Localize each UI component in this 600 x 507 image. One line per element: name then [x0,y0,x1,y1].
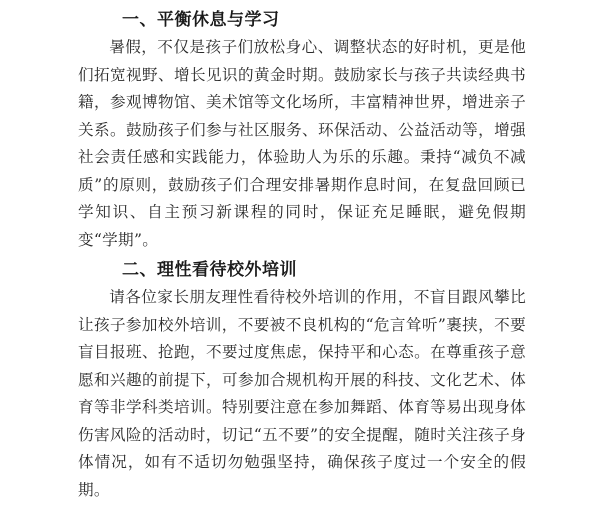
section-heading-rational-training: 二、理性看待校外培训 [122,260,297,280]
section-heading-balance-rest-study: 一、平衡休息与学习 [122,10,280,30]
section-paragraph-balance-rest-study: 暑假，不仅是孩子们放松身心、调整状态的好时机，更是他们拓宽视野、增长见识的黄金时期。鼓励家长与孩子共读经典书籍，参观博物馆、美术馆等文化场所，丰富精神世界，增进亲子关系。鼓励孩子们参与社区服务、环保活动、公益活动等，增强社会责任感和实践能力，体验助人为乐的乐趣。秉持“减负不减质”的原则，鼓励孩子们合理安排暑期作息时间，在复盘回顾已学知识、自主预习新课程的同时，保证充足睡眠，避免假期变“学期”。 [78,38,526,249]
section-paragraph-rational-training: 请各位家长朋友理性看待校外培训的作用，不盲目跟风攀比让孩子参加校外培训，不要被不良机构的“危言耸听”裹挟，不要盲目报班、抢跑，不要过度焦虑，保持平和心态。在尊重孩子意愿和兴趣的前提下，可参加合规机构开展的科技、文化艺术、体育等非学科类培训。特别要注意在参加舞蹈、体育等易出现身体伤害风险的活动时，切记“五不要”的安全提醒，随时关注孩子身体情况，如有不适切勿勉强坚持，确保孩子度过一个安全的假期。 [78,288,526,499]
